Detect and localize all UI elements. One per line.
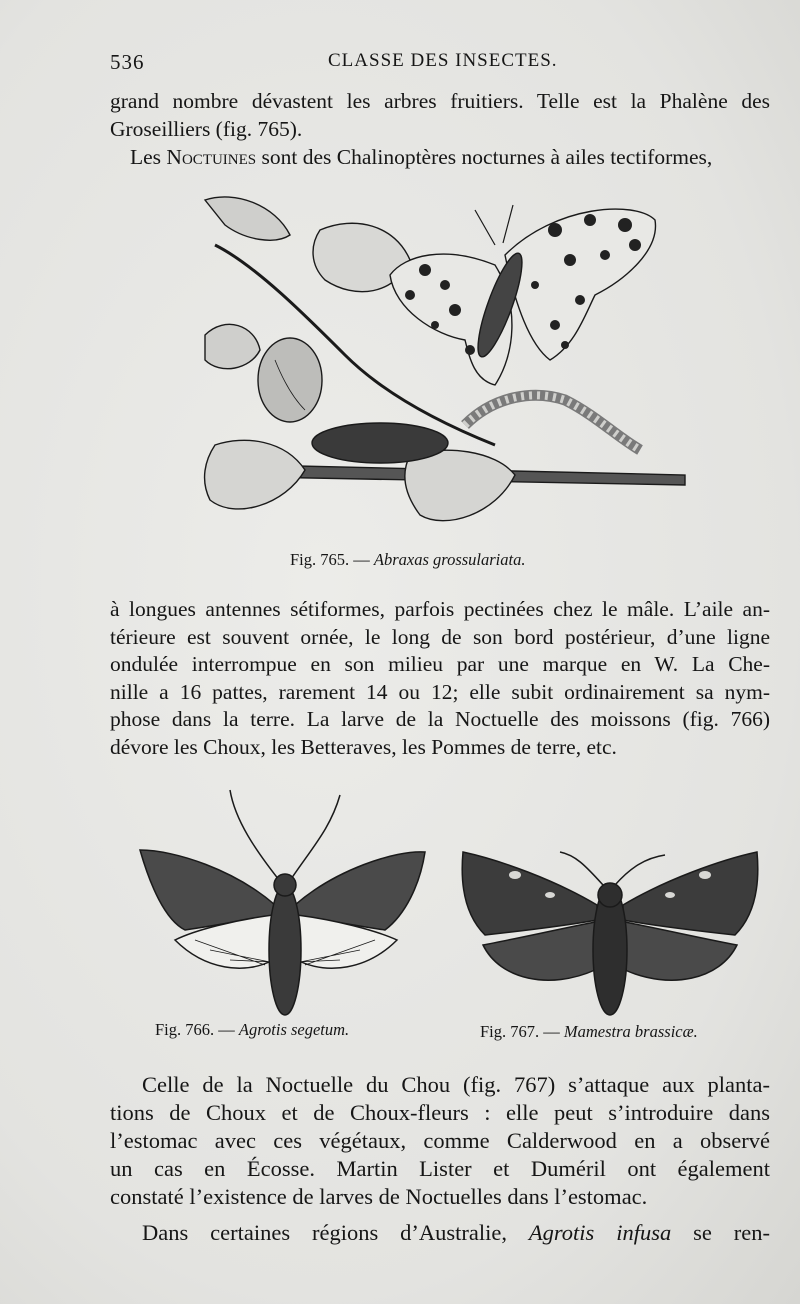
text-line: térieure est souvent ornée, le long de son bord postérieur, d’une ligne [110,624,770,649]
text-line: à longues antennes sétiformes, parfois pectinées chez le mâle. L’aile an- [110,597,770,621]
text-fragment: Les [130,145,167,169]
text-line [110,1219,770,1247]
paragraph-1 [110,88,770,143]
figure-765-caption [290,550,525,570]
text-line: tions de Choux et de Choux-fleurs : elle peut s’introduire dans [110,1100,770,1125]
text-line [110,144,770,172]
species-name: Agrotis infusa [528,1220,672,1245]
text-line: un cas en Écosse. Martin Lister et Duméril ont également [110,1156,770,1181]
paragraph-2 [110,144,770,172]
text-line: Celle de la Noctuelle du Chou (fig. 767) s’attaque aux planta- [142,1072,770,1097]
caption-species: Agrotis segetum. [238,1020,350,1039]
text-fragment: se ren- [671,1220,770,1245]
figure-767-caption [480,1022,698,1042]
caption-species: Abraxas grossulariata. [373,550,526,569]
text-line: Groseilliers (fig. 765). [110,116,303,141]
page-number: 536 [110,50,145,74]
figure-766-caption [155,1020,349,1040]
caption-label: Fig. 765. — [290,550,374,569]
caption-label: Fig. 767. — [480,1022,564,1041]
text-line: nille a 16 pattes, rarement 14 ou 12; elle subit ordinairement sa nym- [110,679,770,704]
text-line: grand nombre dévastent les arbres fruitiers. Telle est la Phalène des [110,89,770,113]
paragraph-4 [110,1071,770,1211]
paragraph-5 [110,1219,770,1247]
running-head: CLASSE DES INSECTES. [328,50,558,71]
figure-766-illustration [135,790,435,1020]
text-fragment: Dans certaines régions d’Australie, [142,1220,529,1245]
text-line: phose dans la terre. La larve de la Noctuelle des moissons (fig. 766) [110,707,770,731]
text-line: ondulée interrompue en son milieu par une marque en W. La Che- [110,652,770,676]
noctuines-term: Noctuines [166,145,257,169]
page-header [110,50,770,80]
caption-species: Mamestra brassicæ. [563,1022,698,1041]
text-fragment: sont des Chalinoptères nocturnes à ailes tectiformes, [256,145,713,169]
figure-767-illustration [455,840,765,1020]
text-line: dévore les Choux, les Betteraves, les Pommes de terre, etc. [110,734,617,759]
text-line: l’estomac avec ces végétaux, comme Calderwood en a observé [110,1128,770,1153]
caption-label: Fig. 766. — [155,1020,239,1039]
paragraph-3 [110,596,770,761]
figure-765-illustration [195,185,695,540]
text-line: constaté l’existence de larves de Noctuelles dans l’estomac. [110,1184,648,1209]
